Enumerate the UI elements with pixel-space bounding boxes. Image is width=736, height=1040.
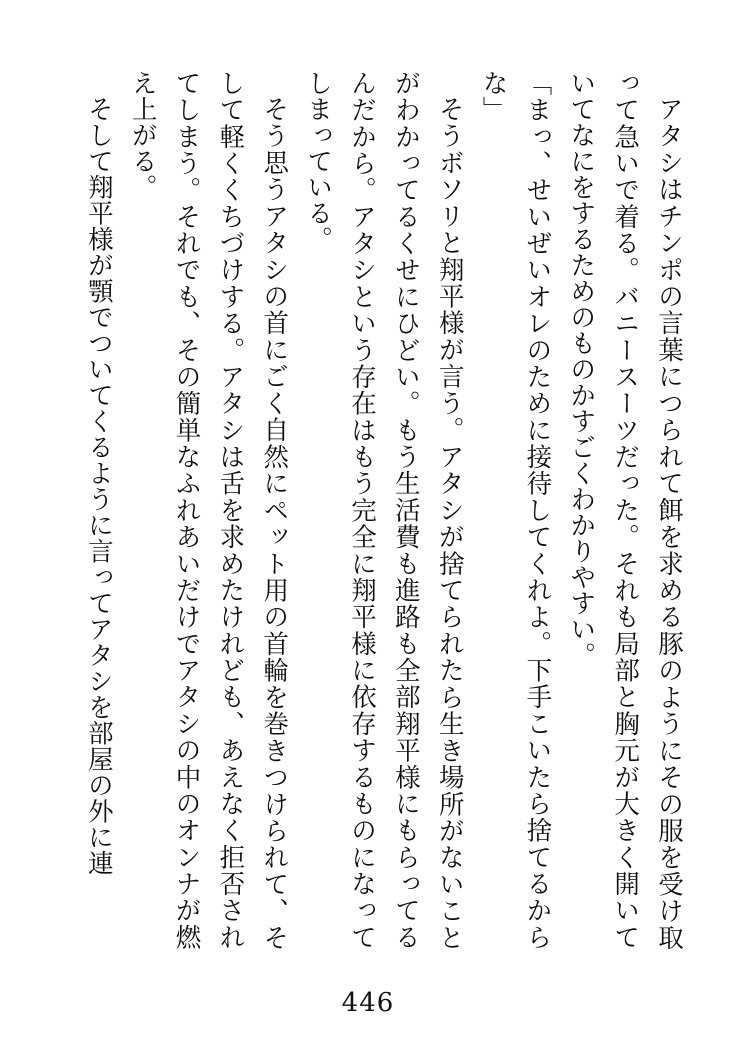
paragraph: そうボソリと翔平様が言う。アタシが捨てられたら生き場所がないことがわかってるくせにひどい。もう生活費も進路も全部翔平様にもらってるんだから。アタシという存在はもう完全に翔平様に依存するものになってしまっている。 <box>303 70 465 950</box>
paragraph-dialogue: 「まっ、せいぜいオレのために接待してくれよ。下手こいたら捨てるからな」 <box>478 70 553 950</box>
paragraph: そう思うアタシの首にごく自然にペット用の首輪を巻きつけられて、そして軽くくちづけする。アタシは舌を求めたけれども、あえなく拒否されてしまう。それでも、その簡単なふれあいだけでアタシの中のオンナが燃え上がる。 <box>127 70 290 950</box>
page-text-body <box>46 70 690 950</box>
page-number: 446 <box>341 988 395 1018</box>
paragraph: そして翔平様が顎でついてくるように言ってアタシを部屋の外に連 <box>83 95 114 876</box>
paragraph: アタシはチンポの言葉につられて餌を求める豚のようにその服を受け取って急いで着る。バニースーツだった。それも局部と胸元が大きく開いていてなにをするためのものかすごくわかりやすい。 <box>566 70 684 950</box>
